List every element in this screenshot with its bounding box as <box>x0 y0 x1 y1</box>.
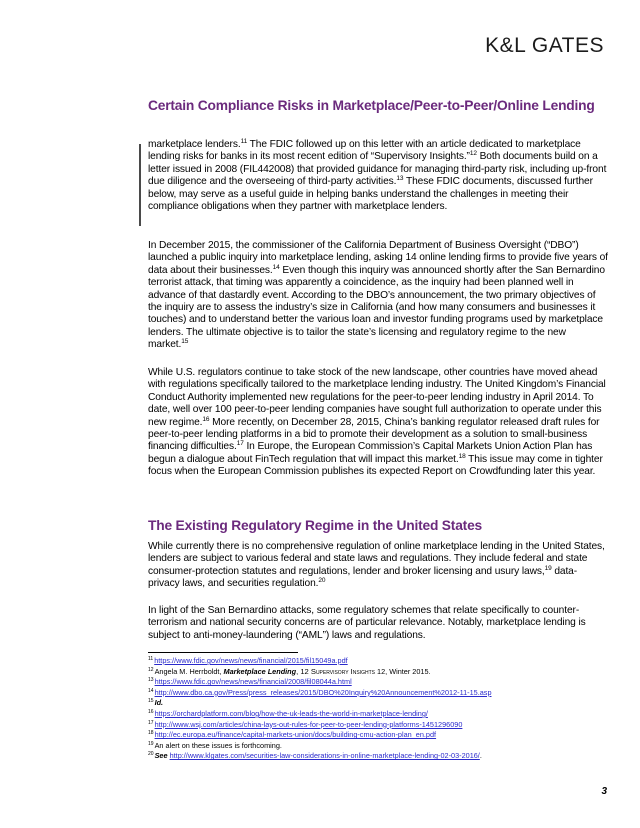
footnote-ref[interactable]: 16 <box>202 415 210 423</box>
footnote-number: 13 <box>148 677 154 684</box>
paragraph-text: While currently there is no comprehensive regulation of online marketplace lending in the United States, lenders are subject to various federal and state laws and regulations. They include federal and state consumer-protection statutes and regulations, lender and broker licensing and usury laws, <box>148 541 605 577</box>
paragraph-fdic <box>148 139 608 213</box>
firm-logo: K&L GATES <box>485 34 604 57</box>
footnotes <box>148 656 608 762</box>
paragraph-text: Both documents build on a letter issued in 2008 (FIL442008) that provided guidance for managing third-party risk, including up-front due diligence and the overseeing of third-party activities. <box>148 151 607 188</box>
section-title-existing-regime: The Existing Regulatory Regime in the United States <box>148 518 483 533</box>
footnote-publication: , 12 Supervisory Insights <box>296 666 375 676</box>
footnote-ref[interactable]: 12 <box>469 150 477 158</box>
footnote-number: 14 <box>148 687 154 694</box>
footnote-text: An alert on these issues is forthcoming. <box>154 740 282 750</box>
paragraph-text: marketplace lenders. <box>148 139 241 150</box>
footnote-link[interactable]: http://www.klgates.com/securities-law-considerations-in-online-marketplace-lending-02-03-2016/ <box>169 751 480 761</box>
paragraph-text: In light of the San Bernardino attacks, some regulatory schemes that relate specifically to counter-terrorism and national security concerns are of particular relevance. Notably, marketplace lending is subject to anti-money-laundering (“AML”) laws and regulations. <box>148 605 586 641</box>
footnote-title: Marketplace Lending <box>223 666 297 676</box>
footnote <box>148 667 608 678</box>
footnote-signal: See <box>154 751 168 761</box>
paragraph-text: While U.S. regulators continue to take stock of the new landscape, other countries have moved ahead with regulations specifically tailored to the marketplace lending industry. The United Kingdom’s Financial Conduct Authority implemented new regulations for the peer-to-peer lending industry in April 2014. To date, well over 100 peer-to-peer lending companies have sought full authorization to operate under this new regime. <box>148 367 606 428</box>
paragraph-text: More recently, on December 28, 2015, China’s banking regulator released draft rules for peer-to-peer lending platforms in a bid to promote their development as a solution to small-business financing difficulties. <box>148 416 600 453</box>
footnote-ref[interactable]: 14 <box>272 263 280 271</box>
footnote <box>148 730 608 741</box>
footnote-link[interactable]: http://www.dbo.ca.gov/Press/press_releases/2015/DBO%20Inquiry%20Announcement%2012-11-15.asp <box>154 687 492 697</box>
footnote-link[interactable]: https://orchardplatform.com/blog/how-the-uk-leads-the-world-in-marketplace-lending/ <box>154 708 428 718</box>
footnote-text: Id. <box>154 698 164 708</box>
paragraph-text: data-privacy laws, and securities regulation. <box>148 565 578 590</box>
footnote <box>148 688 608 699</box>
paragraph-text: In Europe, the European Commission’s Capital Markets Union Action Plan has begun a dialogue about FinTech regulation that will impact this market. <box>148 441 593 465</box>
footnote <box>148 741 608 752</box>
footnote <box>148 656 608 667</box>
footnote-ref[interactable]: 11 <box>240 138 248 145</box>
footnote-number: 18 <box>148 730 154 737</box>
paragraph-text: Even though this inquiry was announced shortly after the San Bernardino terrorist attack, that timing was apparently a coincidence, as the inquiry had been planned well in advance of that dastardly event. According to the DBO’s announcement, the two primary objectives of the inquiry are to assess the industry’s size in California (and how many consumers and businesses it touches) and to understand better the various loan and investor funding programs used by marketplace lenders. The ultimate objective is to tailor the state’s licensing and regulatory regime to the new market. <box>148 264 605 351</box>
paragraph-text: These FDIC documents, discussed further below, may serve as a useful guide in helping banks understand the challenges in meeting their compliance obligations when they partner with marketplace lenders. <box>148 176 593 213</box>
footnote-ref[interactable]: 15 <box>181 338 189 346</box>
footnote-number: 12 <box>148 666 154 673</box>
footnote-link[interactable]: https://www.fdic.gov/news/news/financial/2015/fil15049a.pdf <box>154 656 348 665</box>
footnote-link[interactable]: http://www.wsj.com/articles/china-lays-out-rules-for-peer-to-peer-lending-platforms-1451296090 <box>154 719 463 729</box>
footnote-text: 12, Winter 2015. <box>375 666 431 676</box>
paragraph-us-regulation <box>148 541 608 591</box>
section-title-compliance-risks: Certain Compliance Risks in Marketplace/Peer-to-Peer/Online Lending <box>148 98 595 113</box>
footnote-ref[interactable]: 18 <box>458 452 466 460</box>
paragraph-california-dbo <box>148 240 608 352</box>
footnote-ref[interactable]: 19 <box>544 564 552 572</box>
paragraph-text: In December 2015, the commissioner of the California Department of Business Oversight (“DBO”) launched a public inquiry into marketplace lending, asking 14 online lending firms to provide five years of data about their businesses. <box>148 240 608 276</box>
footnote-link[interactable]: http://ec.europa.eu/finance/capital-markets-union/docs/building-cmu-action-plan_en.pdf <box>154 730 437 740</box>
footnote <box>148 709 608 720</box>
footnote-separator <box>148 652 298 653</box>
footnote-number: 20 <box>148 751 154 758</box>
footnote-text: . <box>479 751 482 761</box>
footnote <box>148 720 608 731</box>
footnote-number: 11 <box>148 656 154 662</box>
footnote-number: 19 <box>148 740 154 747</box>
paragraph-aml <box>148 605 608 642</box>
footnote-ref[interactable]: 17 <box>236 440 244 448</box>
footnote-number: 15 <box>148 698 154 705</box>
footnote-ref[interactable]: 20 <box>318 577 326 585</box>
paragraph-text: The FDIC followed up on this letter with an article dedicated to marketplace lending risks for banks in its most recent edition of “Supervisory Insights.” <box>148 139 581 163</box>
footnote-number: 16 <box>148 708 154 715</box>
footnote-number: 17 <box>148 719 154 726</box>
footnote <box>148 751 608 762</box>
footnote-ref[interactable]: 13 <box>396 175 404 183</box>
paragraph-international <box>148 367 608 479</box>
footnote <box>148 677 608 688</box>
paragraph-text: This issue may come in tighter focus when the European Commission publishes its expected Report on Crowdfunding later this year. <box>148 453 603 478</box>
change-bar <box>139 144 141 226</box>
footnote <box>148 698 608 709</box>
footnote-text: Angela M. Herrboldt, <box>154 666 224 676</box>
footnote-link[interactable]: https://www.fdic.gov/news/news/financial/2008/fil08044a.html <box>154 677 352 687</box>
page-number: 3 <box>601 786 607 797</box>
